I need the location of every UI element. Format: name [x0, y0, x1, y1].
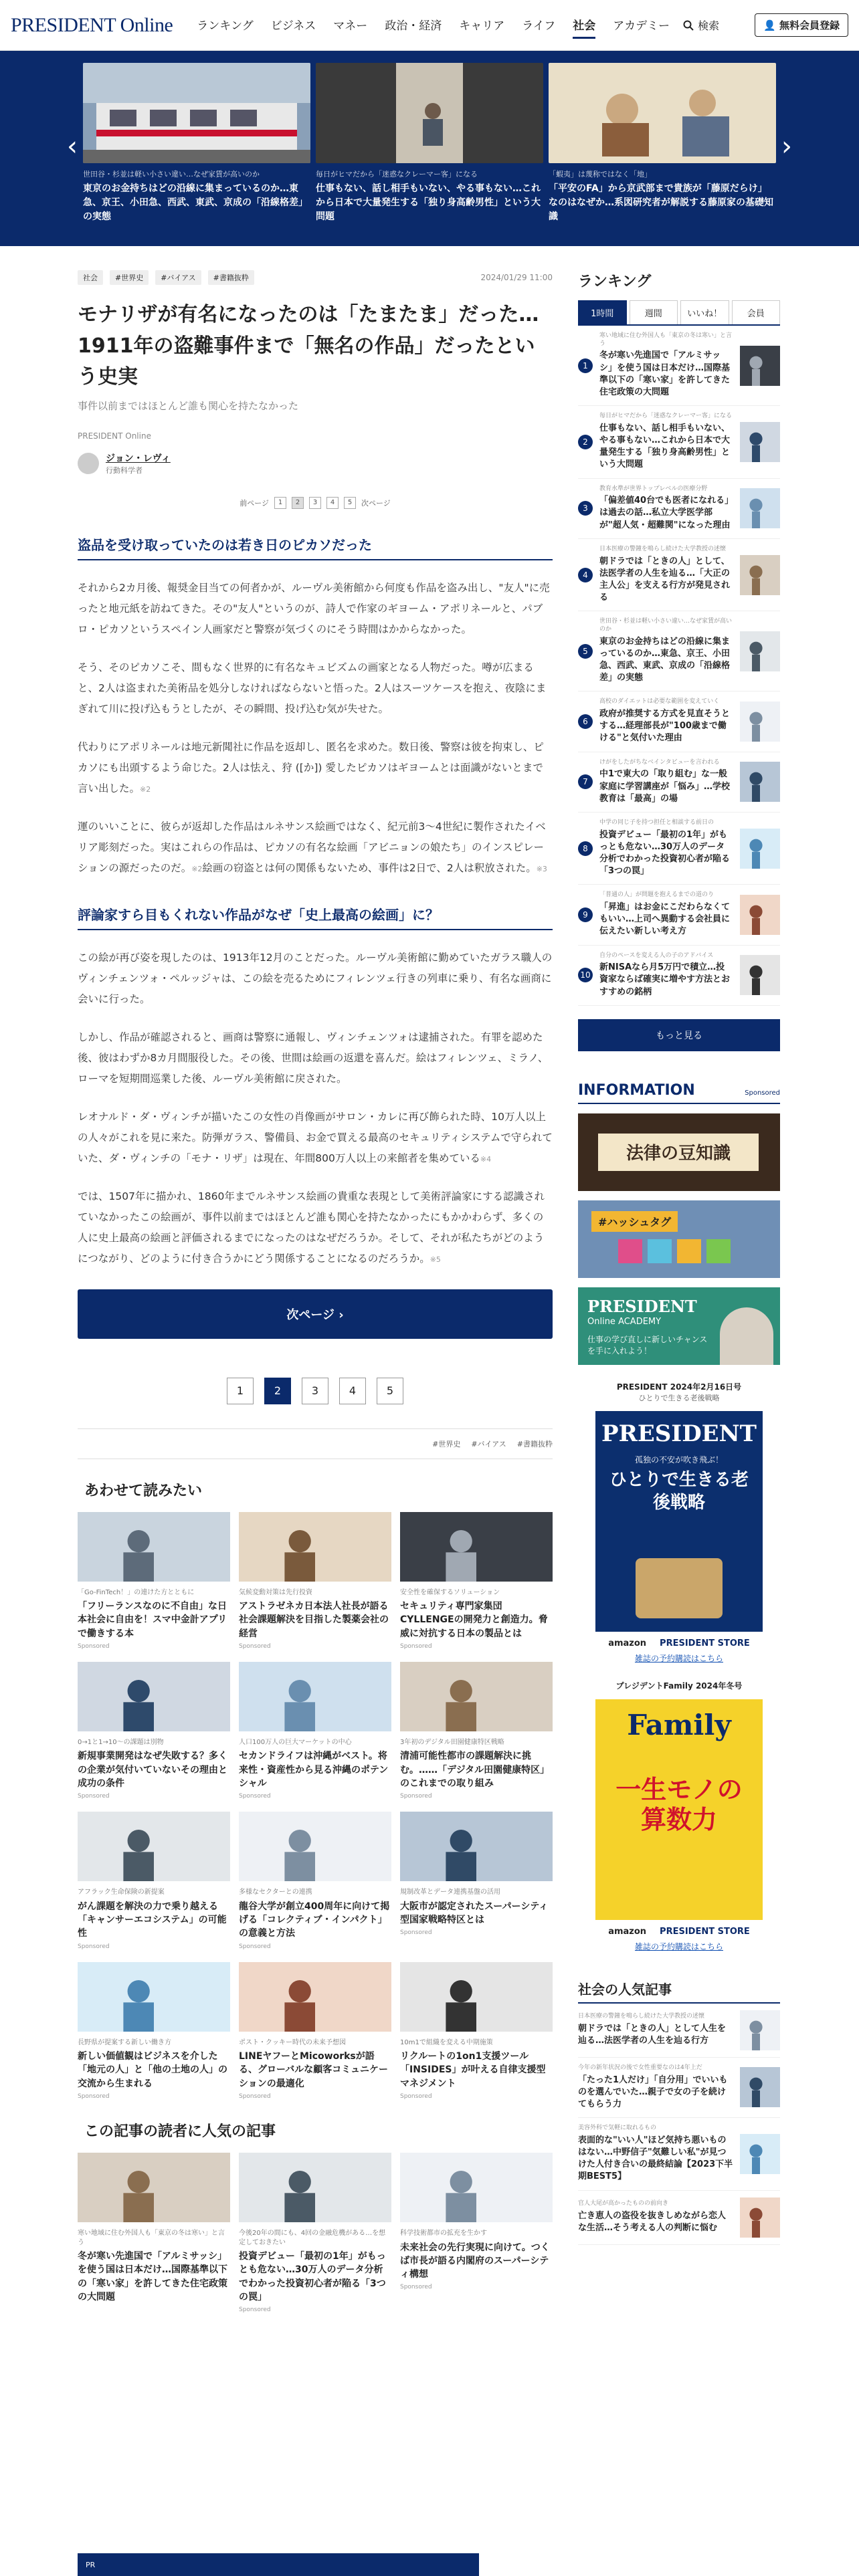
- popular-title: 表面的な"いい人"ほど気持ち悪いものはない…中野信子"気難しい私"が見つけた人付き合いの最終結論【2023下半期BEST5】: [578, 2135, 733, 2182]
- next-page-button[interactable]: 次ページ ›: [78, 1289, 553, 1339]
- tab-weekly[interactable]: 週間: [630, 300, 678, 324]
- ranking-item[interactable]: [578, 539, 780, 611]
- page-link[interactable]: 5: [344, 497, 356, 509]
- rank-number: 1: [578, 358, 593, 373]
- page-link[interactable]: 3: [309, 497, 321, 509]
- rank-caption: 日本医療の警鐘を鳴らし続けた大学教授の述懐: [599, 545, 727, 552]
- rank-thumbnail: [740, 555, 780, 595]
- card-caption: 人口100万人の巨大マーケットの中心: [239, 1738, 352, 1746]
- rank-caption: けがをしたがちなベインタビューを言われる: [599, 758, 720, 766]
- popular-title: 亡き恵人の盗役を抜きしめながら恋人な生活…そう考える人の判断に悩む: [578, 2210, 727, 2233]
- paragraph: レオナルド・ダ・ヴィンチが描いたこの女性の肖像画がサロン・カレに再び飾られた時、10万人以上の人々がこれを見に来た。防弾ガラス、警備員、お金で買える最高のセキュリティシステムで守られていた、ダ・ヴィンチの「モナ・リザ」は現在、年間800万人以上の来館者を集めている※4: [78, 1110, 553, 1164]
- article-card[interactable]: [239, 1962, 391, 2100]
- sponsored-label: Sponsored: [239, 2306, 271, 2314]
- register-button[interactable]: 👤 無料会員登録: [755, 13, 848, 37]
- ranking-item[interactable]: [578, 479, 780, 539]
- ranking-item[interactable]: [578, 406, 780, 478]
- sponsored-label: Sponsored: [400, 2284, 432, 2291]
- banner-academy[interactable]: PRESIDENT Online ACADEMY 仕事の学び直しに新しいチャンスを手に入れよう！: [578, 1287, 780, 1365]
- avatar: [78, 453, 99, 474]
- article-card[interactable]: [78, 2153, 230, 2313]
- tag[interactable]: #書籍抜粋: [208, 270, 254, 285]
- card-caption: 気候変動対策は先行投資: [239, 1588, 312, 1596]
- article-card[interactable]: [239, 1662, 391, 1800]
- user-icon: 👤: [763, 19, 776, 31]
- popular-list: [578, 2004, 780, 2245]
- card-caption: 3年初のデジタル田園健康特区戦略: [400, 1738, 504, 1746]
- rank-title: 仕事もない、話し相手もいない、やる事もない…これから日本で大量発生する「独り身高齢男性」という大問題: [599, 423, 731, 470]
- paragraph: この絵が再び姿を現したのは、1913年12月のことだった。ルーヴル美術館に勤めていたガラス職人のヴィンチェンツォ・ペルッジャは、この絵を売るためにフィレンツェ行きの列車に乗り、有名な画商に会いに行った。: [78, 951, 553, 1005]
- rank-title: 投資デビュー「最初の1年」がもっとも危ない…30万人のデータ分析でわかった投資初心者が陥る「3つの罠」: [599, 829, 731, 877]
- sponsored-label: Sponsored: [78, 2093, 110, 2101]
- rank-caption: 世田谷・杉並は軽い小さい違い…なぜ家賃が高いのか: [599, 618, 733, 633]
- pagination: [78, 1378, 553, 1404]
- nav-politics[interactable]: 政治・経済: [385, 19, 442, 33]
- sidebar: [578, 270, 780, 2313]
- article-card[interactable]: [78, 1962, 230, 2100]
- ranking-list: [578, 326, 780, 1006]
- mini-pager: [78, 497, 553, 509]
- popular-thumbnail: [740, 2134, 780, 2174]
- section-heading: 盗品を受け取っていたのは若き日のピカソだった: [78, 534, 553, 560]
- site-header: [0, 0, 859, 51]
- article-title: モナリザが有名になったのは「たまたま」だった…1911年の盗難事件まで「無名の作品」だったという史実: [78, 303, 539, 389]
- rank-title: 新NISAなら月5万円で積立…投資家ならば確実に増やす方法とおすすめの銘柄: [599, 962, 731, 997]
- article-thumbnail: [239, 1512, 391, 1582]
- store-links: [578, 1927, 780, 1937]
- article-card[interactable]: [239, 2153, 391, 2313]
- chevron-right-icon: ›: [339, 1307, 344, 1322]
- rank-number: 5: [578, 644, 593, 659]
- pr-bar[interactable]: PR: [78, 2553, 479, 2576]
- footnote-ref[interactable]: ※2: [191, 864, 203, 873]
- article-thumbnail: [239, 2153, 391, 2222]
- nav-money[interactable]: マネー: [333, 19, 368, 33]
- popular-thumbnail: [740, 2067, 780, 2107]
- article-thumbnail: [78, 1512, 230, 1582]
- paragraph: では、1507年に描かれ、1860年までルネサンス絵画の貴重な表現として美術評論家にする認識されていなかったこの絵画が、事件以前まではほとんど誰も関心を持たなかったにもかかわらず、多くの人に史上最高の絵画と評価されるまでになったのはなぜだろうか。そして、それが私たちがどのようにつながり、どのように付き合うかにどう関係することになるのだろうか。※5: [78, 1190, 545, 1265]
- article-card[interactable]: [400, 1962, 553, 2100]
- article-main: [78, 270, 553, 2313]
- article-card[interactable]: [78, 1662, 230, 1800]
- nav-academy[interactable]: アカデミー: [613, 19, 670, 33]
- article-thumbnail: [400, 2153, 553, 2222]
- paragraph: それから2カ月後、報奨金目当ての何者かが、ルーヴル美術館から何度も作品を盗み出し、"友人"に売ったと地元紙を訪ねてきた。その"友人"というのが、詩人で作家のギヨーム・アポリネールと、パブロ・ピカソというスペイン人画家だと警察が気づくのにそう時間はかからなかった。: [78, 581, 550, 635]
- paragraph: 運のいいことに、彼らが返却した作品はルネサンス絵画ではなく、紀元前3〜4世紀に製作されたイベリア彫刻だった。実はこれらの作品は、ピカソの有名な絵画「アビニョンの娘たち」のインスピレーションの源だったのだ。※2絵画の窃盗とは何の関係もないため、事件は2日で、2人は釈放された。※3: [78, 820, 547, 874]
- popular-heading: この記事の読者に人気の記事: [84, 2123, 276, 2141]
- president-store-link[interactable]: PRESIDENT STORE: [660, 1926, 750, 1937]
- magazine-president: PRESIDENT 2024年2月16日号 ひとりで生きる老後戦略 PRESIDENT 孤独の不安が吹き飛ぶ！ ひとりで生きる老後戦略 amazon PRESIDENT STORE 雑誌の予約購読はこちら: [578, 1381, 780, 1664]
- rank-number: 10: [578, 968, 593, 982]
- rank-title: 中1で東大の「取り組む」な一般家庭に学習講座が「悩み」…学校教育は「最高」の場: [599, 769, 731, 804]
- next-page-link[interactable]: 次ページ: [361, 498, 391, 508]
- card-caption: ポスト・クッキー時代の未来予想図: [239, 2038, 346, 2046]
- article-lead: 事件以前まではほとんど誰も関心を持たなかった: [78, 399, 299, 412]
- ranking-item[interactable]: [578, 752, 780, 813]
- footnote-ref[interactable]: ※4: [480, 1154, 492, 1164]
- popular-item[interactable]: [578, 2058, 780, 2118]
- main-nav: [197, 12, 670, 39]
- featured-carousel: [0, 51, 859, 246]
- subscription-link[interactable]: 雑誌の予約購読はこちら: [634, 1653, 723, 1663]
- article-card[interactable]: [400, 1512, 553, 1650]
- tag[interactable]: #書籍抜粋: [516, 1439, 553, 1448]
- publish-date: 2024/01/29 11:00: [480, 273, 553, 282]
- article-thumbnail: [78, 2153, 230, 2222]
- card-title: 未来社会の先行実現に向けて。つくば市長が語る内閣府のスーパーシティ構想: [400, 2242, 550, 2280]
- sponsored-label: Sponsored: [400, 2093, 432, 2101]
- tab-members[interactable]: 会員: [732, 300, 781, 324]
- rank-number: 8: [578, 841, 593, 856]
- rank-thumbnail: [740, 346, 780, 386]
- rank-number: 6: [578, 714, 593, 729]
- card-caption: 10m1で組織を変える中期施策: [400, 2038, 493, 2046]
- rank-number: 2: [578, 435, 593, 449]
- store-links: [578, 1638, 780, 1648]
- magazine-cover[interactable]: PRESIDENT 孤独の不安が吹き飛ぶ！ ひとりで生きる老後戦略: [595, 1411, 763, 1632]
- ranking-tabs: [578, 300, 780, 326]
- card-caption: 長野県が提案する新しい働き方: [78, 2038, 171, 2046]
- page-link[interactable]: 1: [227, 1378, 254, 1404]
- article-thumbnail: [78, 1812, 230, 1881]
- article-thumbnail: [239, 1662, 391, 1731]
- rank-title: 朝ドラでは「ときの人」として、法医学者の人生を辿る…「大正の主人公」を支える行方が発見される: [599, 556, 731, 603]
- sponsored-label: Sponsored: [400, 1642, 432, 1650]
- carousel-next-icon[interactable]: ›: [781, 131, 792, 162]
- paragraph: 代わりにアポリネールは地元新聞社に作品を返却し、匿名を求めた。数日後、警察は彼を拘束し、ピカソにも出頭するよう命じた。2人は怯え、狩 ([か]) 愛したピカソはギヨームとは面識がないとまで言い出した。※2: [78, 740, 544, 794]
- ranking-item[interactable]: [578, 885, 780, 945]
- president-store-link[interactable]: PRESIDENT STORE: [660, 1638, 750, 1648]
- rank-caption: 教育水準が世界トップレベルの医療分野: [599, 485, 708, 492]
- amazon-link[interactable]: amazon: [608, 1926, 647, 1937]
- rank-number: 3: [578, 501, 593, 516]
- card-caption: 科学技術都市の拡充を生かす: [400, 2230, 487, 2238]
- rank-thumbnail: [740, 762, 780, 802]
- sponsored-label: Sponsored: [239, 1943, 271, 1950]
- popular-title: 「たった1人だけ」「自分用」でいいものを選んでいた…親子で女の子を続けてもらう力: [578, 2074, 728, 2109]
- tag[interactable]: #世界史: [110, 270, 149, 285]
- search-icon: [683, 20, 694, 31]
- article-thumbnail: [78, 1662, 230, 1731]
- card-title: 冬が寒い先進国で「アルミサッシ」を使う国は日本だけ…国際基準以下の「寒い家」を許してきた住宅政策の大問題: [78, 2251, 227, 2302]
- tag[interactable]: #バイアス: [471, 1439, 506, 1448]
- rank-thumbnail: [740, 702, 780, 742]
- rank-title: 冬が寒い先進国で「アルミサッシ」を使う国は日本だけ…国際基準以下の「寒い家」を許してきた住宅政策の大問題: [599, 350, 731, 397]
- popular-item[interactable]: [578, 2004, 780, 2058]
- article-card[interactable]: [400, 1812, 553, 1949]
- page-link[interactable]: 4: [339, 1378, 366, 1404]
- nav-career[interactable]: キャリア: [459, 19, 505, 33]
- amazon-link[interactable]: amazon: [608, 1638, 647, 1648]
- rank-thumbnail: [740, 422, 780, 462]
- popular-caption: 日本医療の警鐘を鳴らし続けた大学教授の述懐: [578, 2013, 705, 2020]
- rank-thumbnail: [740, 895, 780, 935]
- card-title: 清浦可能性都市の課題解決に挑む。……「デジタル田園健康特区」のこれまでの取り組み: [400, 1751, 550, 1789]
- card-title: セキュリティ専門家集団CYLLENGEの開発力と創造力。脅威に対抗する日本の製品とは: [400, 1601, 548, 1639]
- popular-caption: 美容外科で気軽に取れるもの: [578, 2125, 657, 2132]
- card-title: リクルートの1on1支援ツール「INSIDES」が叶える自律支援型マネジメント: [400, 2051, 546, 2089]
- tab-hourly[interactable]: 1時間: [578, 300, 627, 324]
- banner-hashtag[interactable]: #ハッシュタグ: [578, 1200, 780, 1278]
- popular-caption: 官人大尾が高かったものの前向き: [578, 2199, 669, 2207]
- card-title: がん課題を解決の力で乗り越える「キャンサーエコシステム」の可能性: [78, 1901, 227, 1939]
- article-thumbnail: [400, 1512, 553, 1582]
- rank-number: 9: [578, 907, 593, 922]
- article-thumbnail: [239, 1962, 391, 2032]
- nav-society[interactable]: 社会: [573, 12, 595, 39]
- footnote-ref[interactable]: ※5: [430, 1255, 441, 1264]
- tag[interactable]: #バイアス: [155, 270, 201, 285]
- carousel-prev-icon[interactable]: ‹: [67, 131, 78, 162]
- rank-caption: 寒い地域に住む外国人も「東京の冬は寒い」と言う: [599, 332, 733, 347]
- carousel-card[interactable]: 「蝦夷」は蔑称ではなく「地」 「平安のFA」から京武部まで貴族が「藤原だらけ」なのはなぜか…系図研究者が解説する藤原家の基礎知識: [549, 63, 776, 246]
- page-link-current[interactable]: 2: [292, 497, 304, 509]
- card-title: 新しい価値観はビジネスを介した「地元の人」と「他の土地の人」の交流から生まれる: [78, 2051, 227, 2089]
- author-block: [78, 451, 553, 475]
- publisher: PRESIDENT Online: [78, 431, 151, 441]
- subscription-link[interactable]: 雑誌の予約購読はこちら: [634, 1941, 723, 1951]
- card-caption: 「Go-FinTech！」の連けた方とともに: [78, 1588, 195, 1596]
- ranking-item[interactable]: [578, 611, 780, 691]
- card-caption: 0→1と1→10〜の課題は別物: [78, 1738, 164, 1746]
- card-caption: アフラック生命保険の新提案: [78, 1889, 165, 1897]
- sponsored-label: Sponsored: [78, 1793, 110, 1800]
- popular-caption: 今年の新年状況の後で女性重要なのは4年上だ: [578, 2064, 702, 2071]
- page-link[interactable]: 5: [377, 1378, 403, 1404]
- card-title: 新規事業開発はなぜ失敗する？多くの企業が気付いていないその理由と成功の条件: [78, 1751, 227, 1789]
- footnote-ref[interactable]: ※3: [536, 864, 547, 873]
- tab-likes[interactable]: いいね！: [680, 300, 729, 324]
- ranking-title: ランキング: [578, 274, 652, 290]
- ranking-item[interactable]: [578, 813, 780, 885]
- rank-caption: 毎日がヒマだから「迷惑なクレーマー客」になる: [599, 413, 733, 420]
- card-caption: 多様なセクターとの連携: [239, 1889, 312, 1897]
- magazine-family: プレジデントFamily 2024年冬号 Family 一生モノの算数力 amazon PRESIDENT STORE 雑誌の予約購読はこちら: [578, 1680, 780, 1952]
- author-role: 行動科学者: [106, 465, 142, 475]
- article-thumbnail: [400, 1962, 553, 2032]
- section-heading: 評論家すら目もくれない作品がなぜ「史上最高の絵画」に？: [78, 904, 553, 930]
- ranking-item[interactable]: [578, 946, 780, 1006]
- rank-title: 「偏差値40台でも医者になれる」は過去の話…私立大学医学部が"超人気・超難関"になった理由: [599, 496, 731, 530]
- sponsored-label: Sponsored: [78, 1642, 110, 1650]
- rank-thumbnail: [740, 631, 780, 671]
- popular-grid: [78, 2153, 553, 2313]
- banner-law[interactable]: 法律の豆知識: [578, 1113, 780, 1191]
- carousel-image-train: [83, 63, 310, 163]
- popular-item[interactable]: [578, 2191, 780, 2245]
- page-link[interactable]: 4: [326, 497, 339, 509]
- popular-thumbnail: [740, 2010, 780, 2050]
- rank-thumbnail: [740, 955, 780, 995]
- article-thumbnail: [78, 1962, 230, 2032]
- sponsored-label: Sponsored: [239, 1642, 271, 1650]
- sponsored-label: Sponsored: [239, 1793, 271, 1800]
- article-card[interactable]: [78, 1512, 230, 1650]
- related-grid: [78, 1512, 553, 2101]
- sponsored-label: Sponsored: [78, 1943, 110, 1950]
- card-title: アストラゼネカ日本法人社長が語る社会課題解決を目指した製薬会社の経営: [239, 1601, 389, 1639]
- page-link[interactable]: 1: [274, 497, 286, 509]
- card-caption: 規制改革とデータ連携基盤の活用: [400, 1889, 500, 1897]
- search-button[interactable]: 検索: [683, 17, 719, 33]
- article-card[interactable]: [78, 1812, 230, 1949]
- magazine-cover[interactable]: Family 一生モノの算数力: [595, 1699, 763, 1920]
- carousel-card[interactable]: 世田谷・杉並は軽い小さい違い…なぜ家賃が高いのか 東京のお金持ちはどの沿線に集まっているのか…東急、京王、小田急、西武、東武、京成の「沿線格差」の実態: [83, 63, 310, 246]
- author-name[interactable]: ジョン・レヴィ: [106, 453, 171, 464]
- related-heading: あわせて読みたい: [84, 1482, 203, 1499]
- rank-title: 政府が推奨する方式を見直そうとする…経理部長が"100歳まで働ける"と気付いた理由: [599, 709, 731, 744]
- information-heading: INFORMATION Sponsored: [578, 1082, 780, 1104]
- prev-page-link[interactable]: 前ページ: [240, 498, 269, 508]
- rank-title: 「昇進」はお金にこだわらなくてもいい…上司へ異動する会社員に伝えたい新しい考え方: [599, 902, 731, 937]
- rank-thumbnail: [740, 829, 780, 869]
- sponsored-label: Sponsored: [239, 2093, 271, 2101]
- card-title: 大阪市が認定されたスーパーシティ型国家戦略特区とは: [400, 1901, 549, 1926]
- paragraph: そう、そのピカソこそ、間もなく世界的に有名なキュビズムの画家となる人物だった。噂が広まると、2人は盗まれた美術品を処分しなければならないと悟った。2人はスーツケースを抱え、夜陰にまぎれて川に投げ込もうとしたが、その瞬間、投げ込む気が失せた。: [78, 661, 547, 715]
- rank-caption: 自分のペースを変える人の子のアドバイス: [599, 952, 714, 959]
- popular-title: 朝ドラでは「ときの人」として人生を辿る…法医学者の人生を辿る行方: [578, 2023, 727, 2046]
- site-logo[interactable]: PRESIDENT Online: [11, 13, 173, 36]
- popular-item[interactable]: [578, 2118, 780, 2190]
- article-tags: [78, 270, 553, 285]
- sponsored-label: Sponsored: [400, 1793, 432, 1800]
- bottom-tags: [78, 1428, 553, 1459]
- popular-society: 社会の人気記事 日本医療の警鐘を鳴らし続けた大学教授の述懐 朝ドラでは「ときの人」として人生を辿る…法医学者の人生を辿る行方 今年の新年状況の後で女性重要なのは4年上だ 「たった1人だけ」「自分用」でいいものを選んでいた…親子で女の子を続けてもらう力 美容外科で気軽に取れるもの 表面的な"いい人"ほど気持ち悪いものはない…中野信子"気難しい私"が見つけた人付き合いの最終結論【2023下半期BEST5】 官人大尾が高かったものの前向き 亡き恵人の盗役を抜きしめながら恋人な生活…そう考える人の判断に悩む: [578, 1979, 780, 2245]
- nav-life[interactable]: ライフ: [522, 19, 556, 33]
- article-card[interactable]: [239, 1812, 391, 1949]
- card-caption: 寒い地域に住む外国人も「東京の冬は寒い」と言う: [78, 2230, 225, 2246]
- rank-number: 7: [578, 774, 593, 789]
- rank-caption: 中学の同じ子を持つ担任と相談する前日の: [599, 819, 714, 826]
- rank-caption: 高校のダイエットは必要な範囲を変えていく: [599, 698, 720, 706]
- nav-ranking[interactable]: ランキング: [197, 19, 254, 33]
- tag[interactable]: #世界史: [432, 1439, 461, 1448]
- tag-category[interactable]: 社会: [78, 270, 103, 285]
- card-title: 「フリーランスなのに不自由」な日本社会に自由を！スマ中金計アプリで働きする本: [78, 1601, 227, 1639]
- card-title: 龍谷大学が創立400周年に向けて掲げる「コレクティブ・インパクト」の意義と方法: [239, 1901, 390, 1939]
- carousel-image-man: [316, 63, 543, 163]
- card-title: セカンドライフは沖縄がベスト。将来性・資産性から見る沖縄のポテンシャル: [239, 1751, 389, 1789]
- article-thumbnail: [239, 1812, 391, 1881]
- nav-business[interactable]: ビジネス: [270, 19, 316, 33]
- article-card[interactable]: [400, 1662, 553, 1800]
- article-card[interactable]: [400, 2153, 553, 2313]
- article-thumbnail: [400, 1812, 553, 1881]
- more-button[interactable]: もっと見る: [578, 1019, 780, 1051]
- rank-caption: 「普通の人」が問題を抱えるまでの道のり: [599, 891, 714, 899]
- card-caption: 今後20年の間にも、4回の金融危機がある…を想定しておきたい: [239, 2230, 386, 2246]
- rank-number: 4: [578, 568, 593, 582]
- carousel-image-emaki: [549, 63, 776, 163]
- ranking-item[interactable]: [578, 691, 780, 752]
- paragraph: しかし、作品が確認されると、画商は警察に通報し、ヴィンチェンツォは逮捕された。有罪を認めた後、彼はわずか8カ月間服役した。その後、世間は絵画の返還を喜んだ。絵はフィレンツェ、ミラノ、ローマを短期間巡業した後、ルーヴル美術館に戻された。: [78, 1031, 549, 1085]
- page-link[interactable]: 3: [302, 1378, 328, 1404]
- ranking-item[interactable]: [578, 326, 780, 406]
- page-link-current[interactable]: 2: [264, 1378, 291, 1404]
- card-caption: 安全性を確保するソリューション: [400, 1588, 500, 1596]
- rank-title: 東京のお金持ちはどの沿線に集まっているのか…東急、京王、小田急、西武、東武、京成の「沿線格差」の実態: [599, 636, 731, 683]
- footnote-ref[interactable]: ※2: [140, 784, 151, 794]
- card-title: LINEヤフーとMicoworksが語る、グローバルな顧客コミュニケーションの最適化: [239, 2051, 389, 2089]
- popular-thumbnail: [740, 2197, 780, 2238]
- carousel-card[interactable]: 毎日がヒマだから「迷惑なクレーマー客」になる 仕事もない、話し相手もいない、やる事もない…これから日本で大量発生する「独り身高齢男性」という大問題: [316, 63, 543, 246]
- rank-thumbnail: [740, 488, 780, 528]
- card-title: 投資デビュー「最初の1年」がもっとも危ない…30万人のデータ分析でわかった投資初心者が陥る「3つの罠」: [239, 2251, 386, 2302]
- sponsored-label: Sponsored: [400, 1929, 432, 1937]
- article-thumbnail: [400, 1662, 553, 1731]
- article-card[interactable]: [239, 1512, 391, 1650]
